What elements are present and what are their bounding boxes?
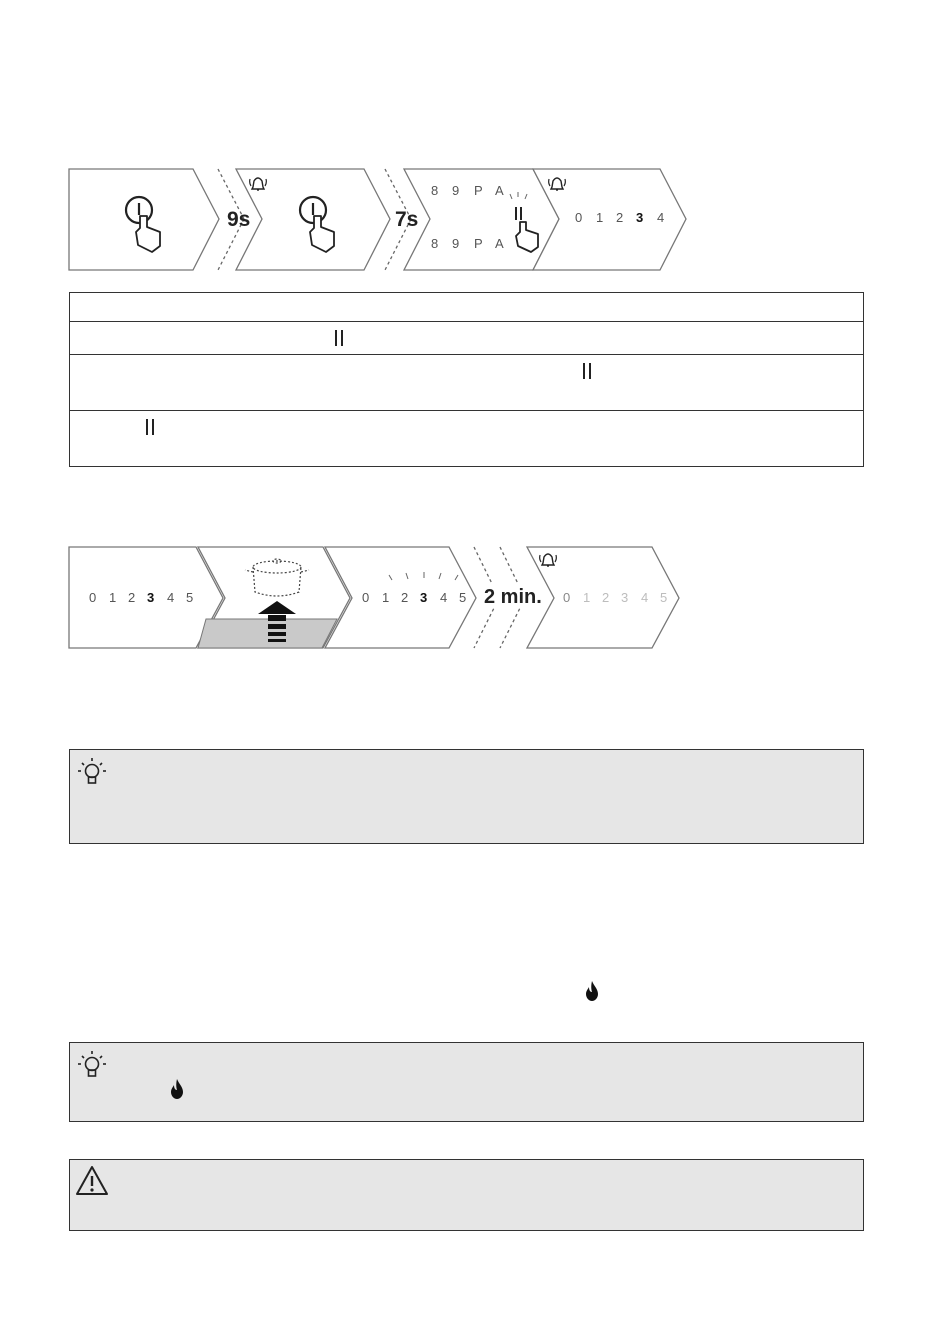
info-note-box [69, 749, 864, 844]
level-4: 4 [657, 210, 665, 225]
hob-surface [198, 619, 337, 648]
pause-icon [333, 330, 345, 346]
level-3: 3 [621, 590, 629, 605]
lightbulb-icon [77, 756, 107, 788]
warning-icon [75, 1165, 109, 1197]
table-row [70, 354, 863, 355]
level-1: 1 [109, 590, 117, 605]
level-0: 0 [563, 590, 571, 605]
pause-icon [581, 363, 593, 379]
activation-sequence-diagram [0, 160, 933, 280]
symbol-p: P [474, 236, 484, 251]
warning-box [69, 1159, 864, 1231]
level-2: 2 [401, 590, 409, 605]
flame-icon [170, 1079, 184, 1099]
symbol-8: 8 [431, 236, 440, 251]
level-2: 2 [128, 590, 136, 605]
level-2: 2 [602, 590, 610, 605]
level-1: 1 [583, 590, 591, 605]
level-4: 4 [167, 590, 175, 605]
level-4: 4 [440, 590, 448, 605]
info-table [69, 292, 864, 467]
level-0: 0 [362, 590, 370, 605]
level-5: 5 [459, 590, 467, 605]
level-3-selected: 3 [420, 590, 428, 605]
flame-icon [585, 981, 599, 1001]
symbol-p: P [474, 183, 484, 198]
step-2-time: 9s [227, 208, 251, 231]
level-4: 4 [641, 590, 649, 605]
step-3-time: 7s [395, 208, 419, 231]
pan-detection-diagram [0, 540, 933, 655]
table-row [70, 321, 863, 322]
pause-icon [144, 419, 156, 435]
lightbulb-icon [77, 1049, 107, 1081]
level-0: 0 [89, 590, 97, 605]
info-note-box [69, 1042, 864, 1122]
symbol-a: A [495, 236, 505, 251]
level-5: 5 [660, 590, 668, 605]
level-0: 0 [575, 210, 583, 225]
table-row [70, 410, 863, 411]
step-2-panel [236, 169, 390, 270]
level-1: 1 [382, 590, 390, 605]
symbol-9: 9 [452, 183, 461, 198]
level-3-selected: 3 [147, 590, 155, 605]
level-1: 1 [596, 210, 604, 225]
symbol-8: 8 [431, 183, 440, 198]
level-2: 2 [616, 210, 624, 225]
duration-label: 2 min. [484, 586, 542, 608]
symbol-a: A [495, 183, 505, 198]
symbol-9: 9 [452, 236, 461, 251]
level-5: 5 [186, 590, 194, 605]
level-3-selected: 3 [636, 210, 644, 225]
